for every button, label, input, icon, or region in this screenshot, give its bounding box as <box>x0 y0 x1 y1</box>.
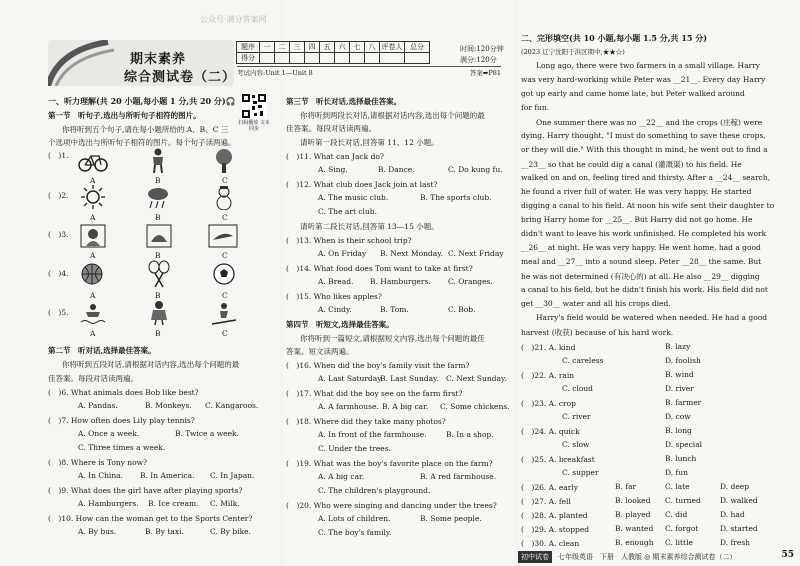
passage-line: digging a canal to his field. At noon his wife sent their daughter to <box>521 201 775 210</box>
qr-caption: 扫码播放 文本同步 <box>238 120 270 132</box>
passage-line: get __30__ water and all his crops died. <box>521 299 671 308</box>
score-cell: 评卷人 <box>381 43 403 51</box>
section2-instruction: 你将听到五段对话,请根据对话内容,选出每个问题的最 <box>62 360 240 369</box>
option-b[interactable]: B. Next Monday. <box>380 249 443 258</box>
page-footer <box>518 551 800 565</box>
option-b[interactable]: B. looked <box>615 496 651 505</box>
score-cell[interactable] <box>260 53 275 64</box>
option-b[interactable]: B. Twice a week. <box>175 429 239 438</box>
option-c[interactable]: C. little <box>665 538 693 547</box>
option-a[interactable]: A. A farmhouse. <box>318 402 379 411</box>
tree-icon <box>212 148 236 174</box>
passage-line: meal and __27__ into a sound sleep. Peter __28__ the same. But <box>521 257 762 266</box>
score-cell: 三 <box>290 42 305 53</box>
qr-icon <box>241 93 267 119</box>
score-cell: 八 <box>365 42 380 53</box>
option-label: C <box>222 251 228 260</box>
option-a[interactable]: A. By bus. <box>78 527 117 536</box>
option-c[interactable]: C. turned <box>665 496 701 505</box>
footer-text: 七年级英语 下册 人教版 ◎ 期末素养综合测试卷（二） <box>558 553 737 561</box>
option-b[interactable]: B. The sports club. <box>420 193 492 202</box>
footer-tag: 初中试卷 <box>518 551 552 563</box>
passage-line: One summer there was no __22__ and the crops (庄稼) were <box>536 118 763 127</box>
score-cell: 题序 <box>237 42 260 53</box>
passage-line: Long ago, there were two farmers in a small village. Harry <box>536 61 760 70</box>
score-cell: 得分 <box>237 53 260 64</box>
option-c[interactable]: C. In Japan. <box>210 471 255 480</box>
sun-icon <box>80 184 106 210</box>
score-cell[interactable] <box>290 53 305 64</box>
passage-line: dying. Harry thought, "I must do something to save these crops, <box>521 131 766 140</box>
option-c[interactable]: C. supper <box>562 468 599 477</box>
option-b[interactable]: B. Tom. <box>380 305 409 314</box>
bird-icon <box>208 224 238 248</box>
answer-reference: 答案➡P81 <box>469 69 501 77</box>
question-13: ( )13. When is their school trip? <box>286 236 412 245</box>
score-cell: 一 <box>260 42 275 53</box>
option-d[interactable]: D. cow <box>665 412 691 421</box>
score-cell[interactable] <box>405 53 430 64</box>
passage-line: got up early and came home late, but Peter walked around <box>521 89 745 98</box>
option-b[interactable]: B. A big car. <box>382 402 429 411</box>
option-d[interactable]: D. walked <box>720 496 758 505</box>
option-label: A <box>90 176 96 185</box>
question-9: ( )9. What does the girl have after playing sports? <box>48 486 243 495</box>
score-cell[interactable] <box>380 53 405 64</box>
option-b[interactable]: B. wanted <box>615 524 654 533</box>
question-12: ( )12. What club does Jack join at last? <box>286 180 438 189</box>
qr-code[interactable] <box>241 93 267 119</box>
question-number: ( )1. <box>48 151 69 160</box>
exam-scope <box>237 66 501 77</box>
option-a[interactable]: A. On Friday <box>318 249 367 258</box>
question-number: ( )4. <box>48 269 69 278</box>
passage-line: he was not determined (有决心的) at all. He also __29__ digging <box>521 272 760 281</box>
question-7: ( )7. How often does Lily play tennis? <box>48 416 195 425</box>
soccer-ball-icon <box>212 262 236 286</box>
time-info <box>460 44 504 66</box>
option-a[interactable]: A. A big car. <box>318 472 365 481</box>
option-label: B <box>155 251 161 260</box>
option-label: C <box>222 213 228 222</box>
section2-title: 第二节 听对话,选择最佳答案。 <box>48 346 156 355</box>
option-a[interactable]: A. Last Saturday. <box>318 374 383 383</box>
option-c[interactable]: C. river <box>562 412 591 421</box>
question-21[interactable]: ( )21. A. kind <box>521 343 576 352</box>
score-table-score-row <box>237 53 430 64</box>
option-label: B <box>155 213 161 222</box>
option-c[interactable]: C. late <box>665 482 690 491</box>
part2-heading: 二、完形填空(共 10 小题,每小题 1.5 分,共 15 分) <box>521 33 708 43</box>
option-label: A <box>90 329 96 338</box>
option-b[interactable]: B. A red farmhouse. <box>420 472 497 481</box>
question-22[interactable]: ( )22. A. rain <box>521 371 575 380</box>
option-d[interactable]: D. foolish <box>665 356 701 365</box>
option-b[interactable]: B. In a shop. <box>446 430 494 439</box>
score-cell[interactable] <box>320 53 335 64</box>
score-cell[interactable] <box>305 53 320 64</box>
passage-line: __26__ at night. He was very happy. He went home, had a good <box>521 243 761 252</box>
question-19: ( )19. What was the boy's favorite place on the farm? <box>286 459 493 468</box>
score-cell[interactable] <box>335 53 350 64</box>
section1-instruction: 你将听到五个句子,请在每小题所给的 A、B、C 三 <box>62 125 229 134</box>
option-d[interactable]: D. special <box>665 440 703 449</box>
option-label: C <box>222 176 228 185</box>
animal-picture-icon <box>146 224 172 248</box>
option-b[interactable]: B. In America. <box>140 471 195 480</box>
option-c[interactable]: C. slow <box>562 440 590 449</box>
option-a[interactable]: A. Bread. <box>318 277 354 286</box>
score-cell: 六 <box>335 42 350 53</box>
option-a[interactable]: A. Hamburgers. <box>78 499 139 508</box>
skiing-icon <box>210 302 238 326</box>
rain-icon <box>146 186 170 210</box>
banner-decoration <box>48 40 118 86</box>
option-c[interactable]: C. The art club. <box>318 207 377 216</box>
section2-instruction: 佳答案。每段对话读两遍。 <box>48 374 138 383</box>
question-15: ( )15. Who likes apples? <box>286 292 382 301</box>
score-cell: 二 <box>275 42 290 53</box>
option-b[interactable]: B. farmer <box>665 398 702 407</box>
swimming-icon <box>80 302 106 326</box>
snowman-icon <box>210 186 238 210</box>
question-18: ( )18. Where did they take many photos? <box>286 417 446 426</box>
option-a[interactable]: A. The music club. <box>318 193 389 202</box>
option-c[interactable]: C. The boy's family. <box>318 528 392 537</box>
question-29[interactable]: ( )29. A. stopped <box>521 525 590 534</box>
question-10: ( )10. How can the woman get to the Sports Center? <box>48 514 253 523</box>
option-label: B <box>155 176 161 185</box>
passage-line: __23__ so that he could dig a canal (灌溉渠) to his field. He <box>521 160 742 169</box>
option-label: C <box>222 329 228 338</box>
option-label: C <box>222 291 228 300</box>
passage-line: was very hard-working while Peter was __21__. Every day Harry <box>521 75 766 84</box>
passage-line: or they will die." With this thought in mind, he went out to find a <box>521 145 768 154</box>
score-cell[interactable] <box>275 53 290 64</box>
score-cell: 总分 <box>405 42 430 53</box>
option-c[interactable]: C. By bike. <box>210 527 251 536</box>
option-d[interactable]: D. river <box>665 384 694 393</box>
option-c[interactable]: C. Kangaroos. <box>205 401 259 410</box>
option-b[interactable]: B. long <box>665 426 692 435</box>
option-a[interactable]: A. Pandas. <box>78 401 118 410</box>
score-table-header-row <box>237 42 430 53</box>
question-number: ( )5. <box>48 308 69 317</box>
option-b[interactable]: B. far <box>615 482 637 491</box>
option-d[interactable]: D. fresh <box>720 538 750 547</box>
listening-note: 请听第一段长对话,回答第 11、12 小题。 <box>300 138 439 147</box>
option-b[interactable]: B. Last Sunday. <box>380 374 439 383</box>
option-b[interactable]: B. played <box>615 510 651 519</box>
option-b[interactable]: B. enough <box>615 538 654 547</box>
option-b[interactable]: B. By taxi. <box>145 527 184 536</box>
question-23[interactable]: ( )23. A. crop <box>521 399 576 408</box>
option-label: B <box>155 291 161 300</box>
question-number: ( )2. <box>48 191 69 200</box>
question-28[interactable]: ( )28. A. planted <box>521 511 588 520</box>
option-a[interactable]: A. In front of the farmhouse. <box>318 430 427 439</box>
boy-icon <box>150 148 166 174</box>
section3-instruction: 佳答案。每段对话读两遍。 <box>286 124 376 133</box>
watermark: 公众号·满分答案网 <box>200 15 267 24</box>
question-source: (2023 辽宁沈阳于洪区期中,★★☆) <box>521 48 625 56</box>
question-25[interactable]: ( )25. A. breakfast <box>521 455 595 464</box>
option-d[interactable]: D. had <box>720 510 745 519</box>
option-c[interactable]: C. Do kung fu. <box>448 165 503 174</box>
score-cell[interactable] <box>365 53 380 64</box>
full-score: 满分:120分 <box>460 56 497 64</box>
option-a[interactable]: A. Once a week. <box>78 429 140 438</box>
option-c[interactable]: C. forgot <box>665 524 699 533</box>
score-cell: 七 <box>350 42 365 53</box>
option-b[interactable]: B. wind <box>665 370 694 379</box>
question-17: ( )17. What did the boy see on the farm first? <box>286 389 463 398</box>
question-24[interactable]: ( )24. A. quick <box>521 427 580 436</box>
banner-subtitle: 综合测试卷（二） <box>124 70 237 85</box>
section1-instruction: 个选项中选出与所听句子相符的图片。每个句子读两遍。 <box>48 138 236 147</box>
page-number: 55 <box>781 550 794 560</box>
option-a[interactable]: A. Cindy. <box>318 305 352 314</box>
option-a[interactable]: A. In China. <box>78 471 124 480</box>
option-b[interactable]: B. lunch <box>665 454 697 463</box>
passage-line: Harry's field would be watered when needed. He had a good <box>536 313 768 322</box>
banner-title: 期末素养 <box>130 52 187 67</box>
option-b[interactable]: B. lazy <box>665 342 691 351</box>
score-cell: 五 <box>320 42 335 53</box>
question-26[interactable]: ( )26. A. early <box>521 483 578 492</box>
animal-picture-icon <box>80 224 106 248</box>
score-cell: 四 <box>305 42 320 53</box>
option-label: A <box>90 213 96 222</box>
question-6: ( )6. What animals does Bob like best? <box>48 388 199 397</box>
option-c[interactable]: C. Milk. <box>210 499 240 508</box>
passage-line: walked on and on, feeling tired and thirsty. After a __24__ search, <box>521 173 771 182</box>
option-a[interactable]: A. Sing. <box>318 165 348 174</box>
question-14: ( )14. What food does Tom want to take at first? <box>286 264 473 273</box>
option-c[interactable]: C. Oranges. <box>448 277 493 286</box>
part1-heading: 一、听力理解(共 20 小题,每小题 1 分,共 20 分)🎧 <box>48 96 236 106</box>
question-8: ( )8. Where is Tony now? <box>48 458 148 467</box>
option-label: B <box>155 329 161 338</box>
section3-instruction: 你将听到两段长对话,请根据对话内容,选出每个问题的最 <box>300 111 485 120</box>
passage-line: harvest (收获) because of his hard work. <box>521 328 674 337</box>
girl-icon <box>148 300 170 326</box>
time-limit: 时间:120分钟 <box>460 45 504 53</box>
question-27[interactable]: ( )27. A. fell <box>521 497 571 506</box>
option-c[interactable]: C. Under the trees. <box>318 444 391 453</box>
scope-text: 考试内容:Unit 1—Unit 8 <box>237 69 313 77</box>
section4-instruction: 你将听到一篇短文,请根据短文内容,选出每个问题的最佳 <box>300 334 485 343</box>
option-c[interactable]: C. cloud <box>562 384 593 393</box>
option-d[interactable]: D. deep <box>720 482 749 491</box>
passage-line: a canal to his field, but he didn't finish his work. His field did not <box>521 285 768 294</box>
question-11: ( )11. What can Jack do? <box>286 152 384 161</box>
option-c[interactable]: C. Bob. <box>448 305 476 314</box>
section4-instruction: 答案。短文读两遍。 <box>286 347 354 356</box>
option-c[interactable]: C. careless <box>562 356 604 365</box>
option-c[interactable]: C. Next Friday <box>448 249 504 258</box>
passage-line: didn't want to leave his work unfinished. He completed his work <box>521 229 767 238</box>
question-20: ( )20. Who were singing and dancing under the trees? <box>286 501 497 510</box>
badminton-rackets-icon <box>146 260 172 288</box>
question-16: ( )16. When did the boy's family visit the farm? <box>286 361 470 370</box>
option-label: A <box>90 291 96 300</box>
option-c[interactable]: C. Next Sunday. <box>446 374 507 383</box>
option-b[interactable]: B. Hamburgers. <box>370 277 431 286</box>
passage-line: he found a river full of water. He was very happy. He started <box>521 187 752 196</box>
option-c[interactable]: C. Three times a week. <box>78 443 166 452</box>
section4-title: 第四节 听短文,选择最佳答案。 <box>286 320 394 329</box>
option-b[interactable]: B. Some people. <box>420 514 482 523</box>
section1-title: 第一节 听句子,选出与所听句子相符的图片。 <box>48 111 201 120</box>
option-c[interactable]: C. The children's playground. <box>318 486 431 495</box>
question-30[interactable]: ( )30. A. clean <box>521 539 580 548</box>
option-label: A <box>90 251 96 260</box>
option-c[interactable]: C. Some chickens. <box>440 402 510 411</box>
option-d[interactable]: D. fun <box>665 468 688 477</box>
option-a[interactable]: A. Lots of children. <box>318 514 391 523</box>
option-c[interactable]: C. did <box>665 510 688 519</box>
bicycle-icon <box>78 150 108 172</box>
question-number: ( )3. <box>48 230 69 239</box>
option-d[interactable]: D. started <box>720 524 758 533</box>
option-b[interactable]: B. Dance. <box>378 165 415 174</box>
option-b[interactable]: B. Monkeys. <box>145 401 192 410</box>
passage-line: bring Harry home for __25__. But Harry did not go home. He <box>521 215 753 224</box>
section3-title: 第三节 听长对话,选择最佳答案。 <box>286 97 402 106</box>
score-table <box>236 41 430 64</box>
option-b[interactable]: B. Ice cream. <box>148 499 199 508</box>
listening-note: 请听第二段长对话,回答第 13—15 小题。 <box>300 222 439 231</box>
passage-line: for fun. <box>521 103 550 112</box>
score-cell[interactable] <box>350 53 365 64</box>
basketball-icon <box>80 262 104 286</box>
